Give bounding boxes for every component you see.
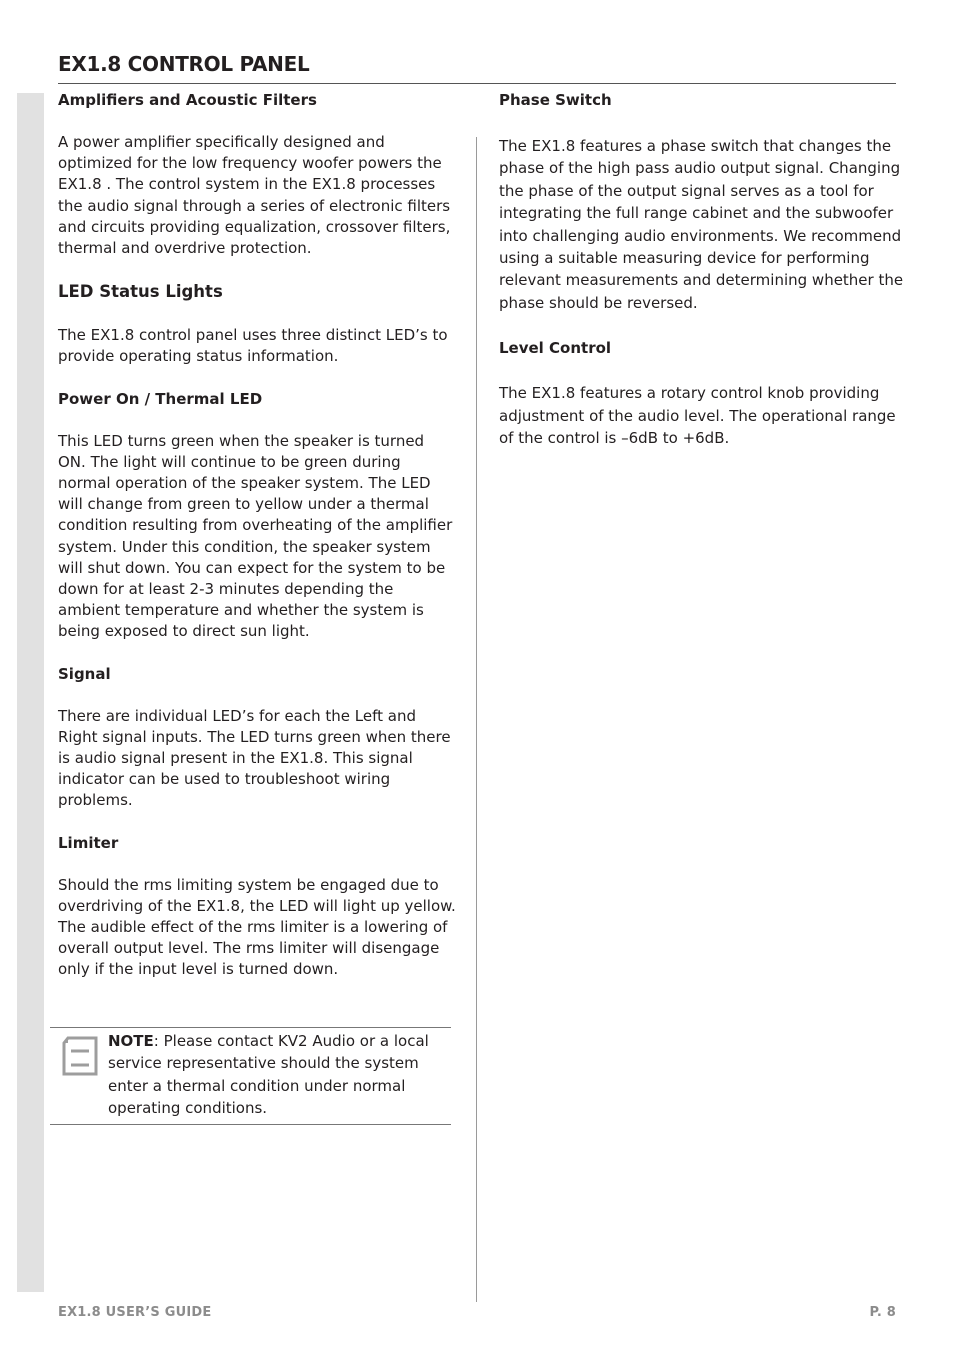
amp-heading: Amplifiers and Acoustic Filters xyxy=(58,91,317,109)
note-body: : Please contact KV2 Audio or a local service representative should the system enter a thermal condition under normal operating conditions. xyxy=(108,1032,429,1118)
right-column xyxy=(499,90,907,449)
phase-heading: Phase Switch xyxy=(499,91,612,109)
signal-heading: Signal xyxy=(58,664,111,683)
note-label: NOTE xyxy=(108,1032,154,1050)
column-divider xyxy=(476,137,477,1302)
page-title: EX1.8 CONTROL PANEL xyxy=(58,52,310,76)
footer-guide: EX1.8 USER’S GUIDE xyxy=(58,1305,212,1320)
power-heading: Power On / Thermal LED xyxy=(58,389,263,408)
limiter-heading: Limiter xyxy=(58,833,119,852)
amp-body: A power amplifier specifically designed and optimized for the low frequency woofer powers the EX1.8 . The control system in the EX1.8 processes the audio signal through a series of electronic filters and circuits providing equalization, crossover filters, thermal and overdrive protection. xyxy=(58,133,451,258)
level-body: The EX1.8 features a rotary control knob providing adjustment of the audio level. The operational range of the control is –6dB to +6dB. xyxy=(499,384,896,448)
note-icon xyxy=(60,1034,100,1078)
title-rule xyxy=(58,83,896,84)
phase-body: The EX1.8 features a phase switch that changes the phase of the high pass audio output signal. Changing the phase of the output signal serves as a tool for integrating the full range cabinet and the subwoofer into challenging audio environments. We recommend using a suitable measuring device for performing relevant measurements and determining whether the phase should be reversed. xyxy=(499,137,904,312)
led-body: The EX1.8 control panel uses three distinct LED’s to provide operating status information. xyxy=(58,326,448,366)
signal-body: There are individual LED’s for each the Left and Right signal inputs. The LED turns green when there is audio signal present in the EX1.8. This signal indicator can be used to troubleshoot wiring problems. xyxy=(58,706,451,810)
level-heading: Level Control xyxy=(499,339,612,358)
led-heading: LED Status Lights xyxy=(58,282,223,302)
note-text xyxy=(108,1030,438,1120)
left-column xyxy=(58,90,456,981)
side-bar xyxy=(17,93,44,1292)
footer-page-number: P. 8 xyxy=(869,1305,896,1320)
note-box xyxy=(50,1027,451,1125)
power-body: This LED turns green when the speaker is turned ON. The light will continue to be green during normal operation of the speaker system. The LED will change from green to yellow under a thermal condition resulting from overheating of the amplifier system. Under this condition, the speaker system will shut down. You can expect for the system to be down for at least 2-3 minutes depending the ambient temperature and whether the system is being exposed to direct sun light. xyxy=(58,431,453,641)
limiter-body: Should the rms limiting system be engaged due to overdriving of the EX1.8, the LED will light up yellow. The audible effect of the rms limiter is a lowering of overall output level. The rms limiter will disengage only if the input level is turned down. xyxy=(58,875,456,979)
